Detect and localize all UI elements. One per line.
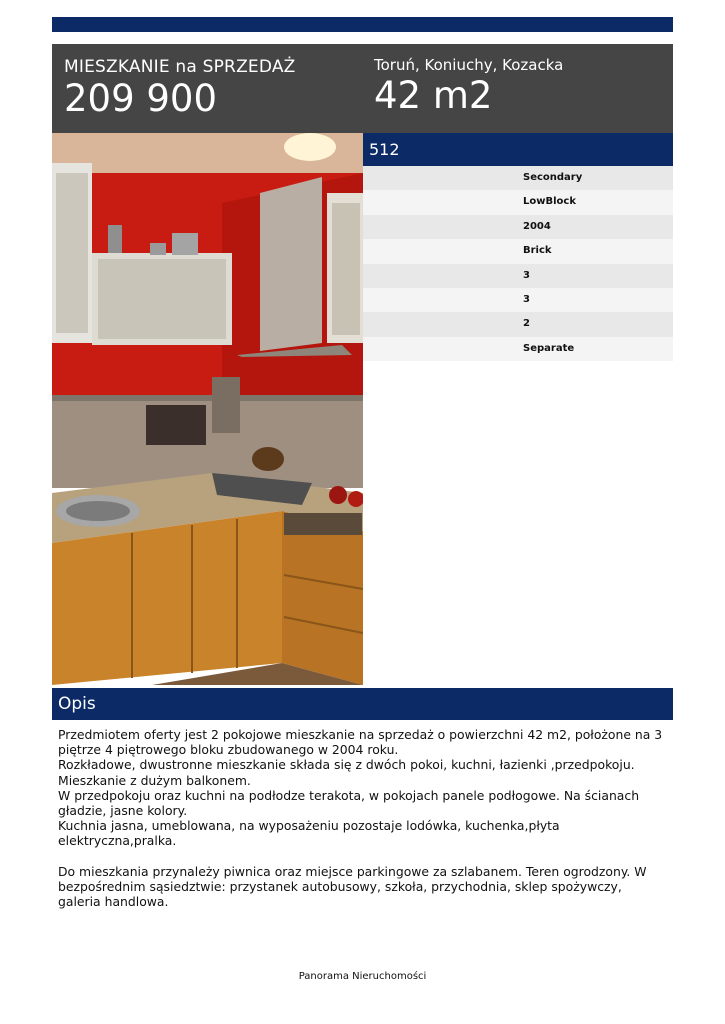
listing-price: 209 900 [64, 77, 218, 120]
detail-row [363, 190, 673, 214]
detail-year: 2004 [523, 220, 551, 232]
listing-header [52, 44, 673, 133]
detail-rooms: 2 [523, 318, 530, 330]
footer-agency: Panorama Nieruchomości [298, 971, 427, 982]
detail-row [363, 264, 673, 288]
detail-row [363, 312, 673, 336]
detail-floor: 3 [523, 269, 530, 281]
listing-location: Toruń, Koniuchy, Kozacka [374, 56, 564, 74]
description-paragraph: W przedpokoju oraz kuchni na podłodze terakota, w pokojach panele podłogowe. Na ścianach gładzie, jasne kolory. [58, 787, 640, 819]
detail-floors-total: 3 [523, 293, 530, 305]
description-paragraph: Do mieszkania przynależy piwnica oraz miejsce parkingowe za szlabanem. Teren ogrodzony. W bezpośrednim sąsiedztwie: przystanek autobusowy, szkoła, przychodnia, sklep spożywczy, galeria handlowa. [58, 863, 647, 910]
description-paragraph: Rozkładowe, dwustronne mieszkanie składa się z dwóch pokoi, kuchni, łazienki ,przedpokoju. [58, 757, 635, 773]
detail-row [363, 337, 673, 361]
listing-type: MIESZKANIE na SPRZEDAŻ [64, 57, 296, 77]
detail-row [363, 239, 673, 263]
top-accent-bar [52, 17, 673, 32]
detail-building-type: LowBlock [523, 196, 576, 208]
paragraph-spacer [58, 849, 668, 864]
description-text [58, 727, 668, 909]
description-paragraph: Kuchnia jasna, umeblowana, na wyposażeniu pozostaje lodówka, kuchenka,płyta elektryczna,pralka. [58, 818, 560, 849]
detail-material: Brick [523, 245, 552, 257]
detail-market: Secondary [523, 172, 583, 183]
detail-row [363, 166, 673, 190]
description-heading-bar [52, 688, 673, 720]
detail-row [363, 215, 673, 239]
description-heading: Opis [58, 694, 96, 714]
listing-ref-bar [363, 133, 673, 166]
listing-area: 42 m2 [374, 74, 493, 117]
details-table [363, 166, 673, 361]
kitchen-photo [52, 133, 363, 685]
listing-ref: 512 [369, 140, 400, 159]
detail-row [363, 288, 673, 312]
description-paragraph: Mieszkanie z dużym balkonem. [58, 772, 251, 788]
detail-kitchen: Separate [523, 342, 575, 354]
description-paragraph: Przedmiotem oferty jest 2 pokojowe mieszkanie na sprzedaż o powierzchni 42 m2, położone na 3 piętrze 4 piętrowego bloku zbudowanego w 2004 roku. [58, 727, 663, 758]
